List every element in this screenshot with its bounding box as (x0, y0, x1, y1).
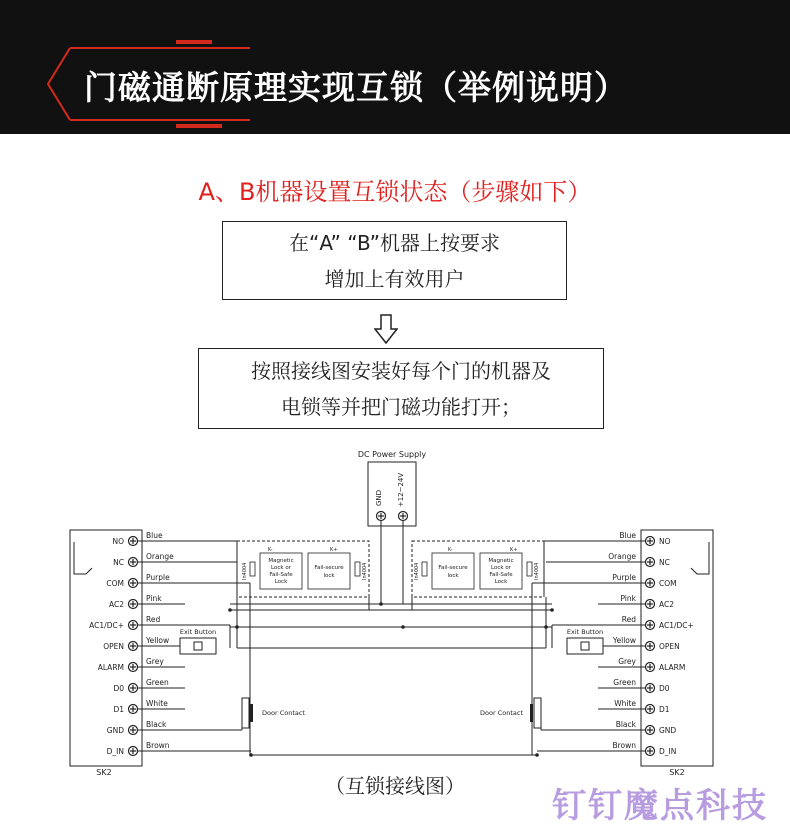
right-terminal (646, 621, 655, 630)
power-gnd-terminal (377, 512, 386, 521)
k-minus-label: K- (268, 547, 273, 553)
left-wire-color-label: Orange (146, 552, 174, 561)
left-wire-color-label: Blue (146, 531, 163, 540)
down-arrow-icon (374, 314, 398, 344)
junction-dot (550, 608, 554, 612)
right-board-label: SK2 (669, 768, 685, 777)
left-terminal (129, 558, 138, 567)
right-terminal (646, 747, 655, 756)
power-gnd-label: GND (375, 489, 383, 507)
left-terminal-label: D1 (113, 705, 124, 714)
step-1-line-1: 在“A” “B”机器上按要求 (288, 231, 501, 255)
left-terminal (129, 726, 138, 735)
diagram-caption: （互锁接线图） (325, 774, 465, 798)
power-supply-label: DC Power Supply (357, 450, 427, 459)
junction-dot (228, 608, 232, 612)
right-terminal (646, 663, 655, 672)
right-terminal-label: GND (659, 726, 677, 735)
right-terminal-label: COM (659, 579, 677, 588)
right-terminal (646, 726, 655, 735)
right-terminal-label: NO (659, 537, 671, 546)
left-wire-color-label: Pink (146, 594, 162, 603)
left-wire-color-label: Green (146, 678, 169, 687)
right-terminal-label: D_IN (659, 747, 677, 756)
left-terminal-label: COM (106, 579, 124, 588)
lock-label: Fail-secure (438, 565, 468, 571)
left-terminal-label: D_IN (106, 747, 124, 756)
left-board-label: SK2 (96, 768, 112, 777)
junction-dot (379, 602, 383, 606)
right-terminal-label: D1 (659, 705, 670, 714)
k-minus-label: K- (448, 547, 453, 553)
k-plus-label: K+ (510, 547, 518, 553)
left-terminal (129, 684, 138, 693)
lock-label: Fail-Safe (489, 572, 513, 578)
watermark: 钉钉魔点科技 (552, 786, 768, 826)
exit-button-label: Exit Button (179, 628, 217, 636)
left-wire-color-label: Brown (146, 741, 170, 750)
diode-label: In4004 (362, 562, 368, 580)
lock-label: lock (323, 573, 335, 579)
power-vplus-terminal (399, 512, 408, 521)
left-wire-color-label: White (146, 699, 168, 708)
left-wire-color-label: Purple (146, 573, 170, 582)
lock-label: Lock or (271, 565, 291, 571)
right-wire-color-label: Blue (619, 531, 636, 540)
right-exit-button (567, 628, 603, 654)
right-terminal-label: OPEN (659, 642, 680, 651)
left-door-contact (242, 698, 305, 728)
interlock-wiring-diagram (0, 440, 790, 780)
diode-label: In4004 (242, 562, 248, 580)
right-wire-color-label: Green (613, 678, 636, 687)
left-terminal (129, 537, 138, 546)
k-plus-label: K+ (330, 547, 338, 553)
exit-button-label: Exit Button (566, 628, 604, 636)
lock-label: lock (447, 573, 459, 579)
lock-label: Fail-secure (314, 565, 344, 571)
lock-label: Fail-Safe (269, 572, 293, 578)
step-2-line-2: 电锁等并把门磁功能打开； (281, 395, 521, 419)
junction-dot (235, 625, 239, 629)
step-box-2 (198, 348, 604, 429)
left-wire-color-label: Black (146, 720, 167, 729)
right-terminal (646, 579, 655, 588)
right-terminal-label: ALARM (659, 663, 686, 672)
lock-label: Lock (274, 579, 288, 585)
right-terminal (646, 684, 655, 693)
right-terminal-label: AC2 (659, 600, 675, 609)
right-lock-module (412, 541, 544, 597)
diode-label: In4004 (534, 562, 540, 580)
right-terminal (646, 537, 655, 546)
left-terminal (129, 705, 138, 714)
right-controller (641, 530, 713, 777)
diode-label: In4004 (414, 562, 420, 580)
power-vplus-label: +12~24V (397, 472, 405, 508)
left-terminal (129, 747, 138, 756)
junction-dot (535, 753, 539, 757)
left-wire-color-label: Grey (146, 657, 164, 666)
left-terminal-label: D0 (113, 684, 124, 693)
lock-label: Magnetic (488, 558, 514, 564)
page-title: 门磁通断原理实现互锁（举例说明） (84, 68, 628, 107)
left-terminal (129, 642, 138, 651)
right-wire-color-label: Black (615, 720, 636, 729)
right-terminal-label: NC (659, 558, 670, 567)
right-terminal (646, 558, 655, 567)
junction-dot (249, 753, 253, 757)
step-2-line-1: 按照接线图安装好每个门的机器及 (251, 359, 551, 383)
right-wire-color-label: Pink (620, 594, 636, 603)
left-terminal-label: ALARM (97, 663, 124, 672)
left-terminal-label: AC2 (108, 600, 124, 609)
right-wire-color-label: White (614, 699, 636, 708)
right-wire-color-label: Orange (608, 552, 636, 561)
right-terminal (646, 642, 655, 651)
left-terminal (129, 621, 138, 630)
lock-label: Lock or (491, 565, 511, 571)
section-subtitle: A、B机器设置互锁状态（步骤如下） (198, 178, 592, 206)
door-contact-label: Door Contact (480, 709, 523, 717)
left-terminal (129, 663, 138, 672)
left-wire-color-label: Red (146, 615, 161, 624)
power-supply (358, 450, 427, 526)
junction-dot (401, 625, 405, 629)
step-box-1 (222, 221, 567, 300)
right-terminal (646, 600, 655, 609)
right-wire-color-label: Brown (612, 741, 636, 750)
left-terminal-label: AC1/DC+ (89, 621, 124, 630)
right-wire-color-label: Purple (612, 573, 636, 582)
right-wire-color-label: Red (621, 615, 636, 624)
lock-label: Magnetic (268, 558, 294, 564)
header-banner (0, 0, 790, 134)
left-exit-button (180, 628, 216, 654)
lock-label: Lock (494, 579, 508, 585)
right-wire-color-label: Yellow (612, 636, 636, 645)
right-terminal (646, 705, 655, 714)
left-terminal (129, 579, 138, 588)
left-lock-module (237, 541, 369, 597)
step-1-line-2: 增加上有效用户 (324, 267, 465, 291)
right-wire-color-label: Grey (618, 657, 636, 666)
left-controller (70, 530, 142, 777)
left-terminal-label: OPEN (103, 642, 124, 651)
left-terminal-label: GND (106, 726, 124, 735)
junction-dot (544, 625, 548, 629)
right-terminal-label: AC1/DC+ (659, 621, 694, 630)
door-contact-label: Door Contact (262, 709, 305, 717)
left-terminal (129, 600, 138, 609)
right-terminal-label: D0 (659, 684, 670, 693)
left-terminal-label: NO (112, 537, 124, 546)
left-wire-color-label: Yellow (146, 636, 170, 645)
left-terminal-label: NC (113, 558, 124, 567)
